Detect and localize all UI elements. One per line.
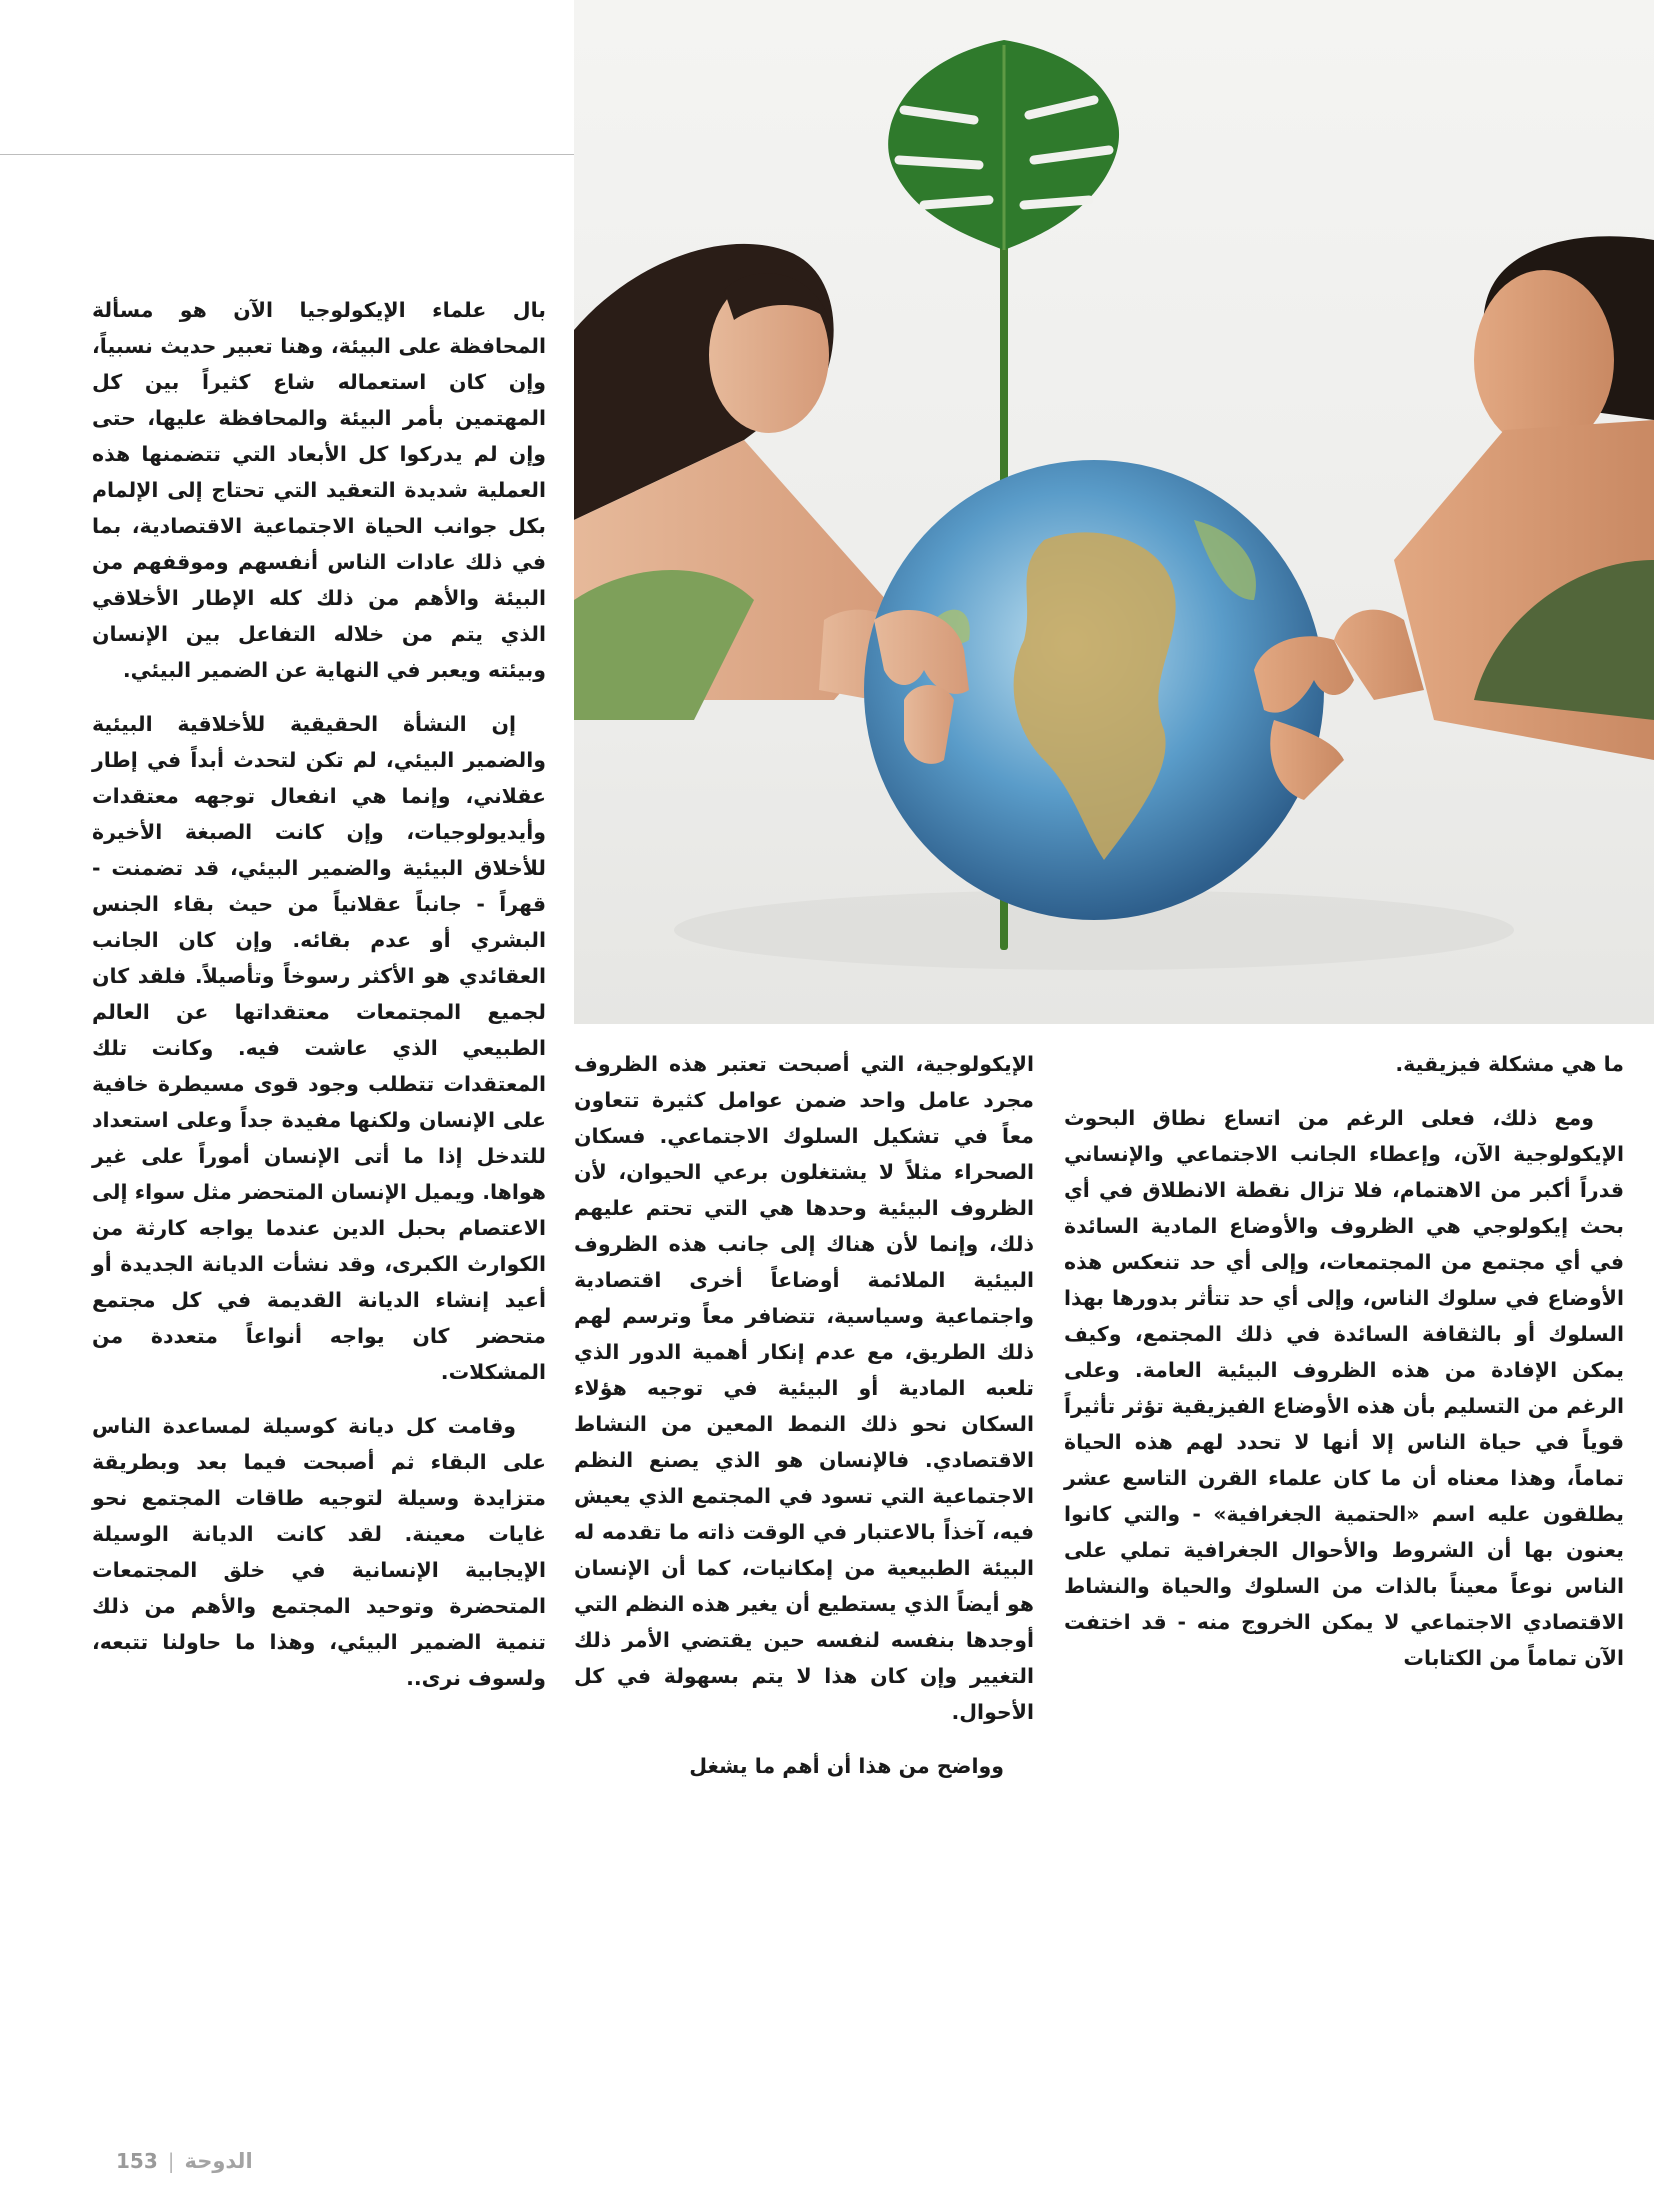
paragraph: إن النشأة الحقيقية للأخلاقية البيئية والضمير البيئي، لم تكن لتحدث أبداً في إطار عقلاني، وإنما هي انفعال توجهه معتقدات وأيديولوجيات، وإن كانت الصبغة الأخيرة للأخلاق البيئية والضمير البيئي، قد تضمنت - قهراً - جانباً عقلانياً من حيث بقاء الجنس البشري أو عدم بقائه. وإن كان الجانب العقائدي هو الأكثر رسوخاً وتأصيلاً. فلقد كان لجميع المجتمعات معتقداتها عن العالم الطبيعي الذي عاشت فيه. وكانت تلك المعتقدات تتطلب وجود قوى مسيطرة خافية على الإنسان ولكنها مفيدة جداً وعلى استعداد للتدخل إذا ما أتى الإنسان أموراً على غير هواها. ويميل الإنسان المتحضر مثل سواء إلى الاعتصام بحبل الدين عندما يواجه كارثة من الكوارث الكبرى، وقد نشأت الديانة الجديدة أو أعيد إنشاء الديانة القديمة في كل مجتمع متحضر كان يواجه أنواعاً متعددة من المشكلات. bbox=[92, 712, 546, 1384]
header-rule bbox=[0, 154, 575, 155]
paragraph: وواضح من هذا أن أهم ما يشغل bbox=[689, 1754, 1004, 1778]
photo-illustration bbox=[574, 0, 1654, 1024]
text-column-middle bbox=[574, 1046, 1034, 1802]
text-column-left bbox=[92, 292, 546, 1714]
page-number: 153 bbox=[116, 2149, 158, 2173]
globe-leaf-photo bbox=[574, 0, 1654, 1024]
text-column-right bbox=[1064, 1046, 1624, 1694]
monstera-leaf bbox=[888, 40, 1119, 250]
man-figure bbox=[1334, 236, 1654, 760]
paragraph: ومع ذلك، فعلى الرغم من اتساع نطاق البحوث الإيكولوجية الآن، وإعطاء الجانب الاجتماعي والإنساني قدراً أكبر من الاهتمام، فلا تزال نقطة الانطلاق في أي بحث إيكولوجي هي الظروف والأوضاع المادية السائدة في أي مجتمع من المجتمعات، وإلى أي حد تنعكس هذه الأوضاع في سلوك الناس، وإلى أي حد تتأثر بدورها بهذا السلوك أو بالثقافة السائدة في ذلك المجتمع، وكيف يمكن الإفادة من هذه الظروف البيئية العامة. وعلى الرغم من التسليم بأن هذه الأوضاع الفيزيقية تؤثر تأثيراً قوياً في حياة الناس إلا أنها لا تحدد لهم هذه الحياة تماماً، وهذا معناه أن ما كان علماء القرن التاسع عشر يطلقون عليه اسم «الحتمية الجغرافية» - والتي كانوا يعنون بها أن الشروط والأحوال الجغرافية تملي على الناس نوعاً معيناً بالذات من السلوك والحياة والنشاط الاقتصادي الاجتماعي لا يمكن الخروج منه - قد اختفت الآن تماماً من الكتابات bbox=[1064, 1106, 1624, 1670]
page-footer bbox=[116, 2146, 253, 2176]
magazine-name: الدوحة bbox=[184, 2149, 253, 2173]
paragraph: ما هي مشكلة فيزيقية. bbox=[1395, 1052, 1624, 1076]
woman-figure bbox=[574, 244, 914, 720]
footer-separator: | bbox=[167, 2149, 175, 2173]
paragraph: وقامت كل ديانة كوسيلة لمساعدة الناس على البقاء ثم أصبحت فيما بعد وبطريقة متزايدة وسيلة لتوجيه طاقات المجتمع نحو غايات معينة. لقد كانت الديانة الوسيلة الإيجابية الإنسانية في خلق المجتمعات المتحضرة وتوحيد المجتمع والأهم من ذلك تنمية الضمير البيئي، وهذا ما حاولنا تتبعه، ولسوف نرى.. bbox=[92, 1414, 546, 1690]
paragraph: الإيكولوجية، التي أصبحت تعتبر هذه الظروف مجرد عامل واحد ضمن عوامل كثيرة تتعاون معاً في تشكيل السلوك الاجتماعي. فسكان الصحراء مثلاً لا يشتغلون برعي الحيوان، لأن الظروف البيئية وحدها هي التي تحتم عليهم ذلك، وإنما لأن هناك إلى جانب هذه الظروف البيئية الملائمة أوضاعاً أخرى اقتصادية واجتماعية وسياسية، تتضافر معاً وترسم لهم ذلك الطريق، مع عدم إنكار أهمية الدور الذي تلعبه المادية أو البيئية في توجيه هؤلاء السكان نحو ذلك النمط المعين من النشاط الاقتصادي. فالإنسان هو الذي يصنع النظم الاجتماعية التي تسود في المجتمع الذي يعيش فيه، آخذاً بالاعتبار في الوقت ذاته ما تقدمه له البيئة الطبيعية من إمكانيات، كما أن الإنسان هو أيضاً الذي يستطيع أن يغير هذه النظم التي أوجدها بنفسه لنفسه حين يقتضي الأمر ذلك التغيير وإن كان هذا لا يتم بسهولة في كل الأحوال. bbox=[574, 1052, 1034, 1724]
paragraph: بال علماء الإيكولوجيا الآن هو مسألة المحافظة على البيئة، وهنا تعبير حديث نسبياً، وإن كان استعماله شاع كثيراً بين كل المهتمين بأمر البيئة والمحافظة عليها، حتى وإن لم يدركوا كل الأبعاد التي تتضمنها هذه العملية شديدة التعقيد التي تحتاج إلى الإلمام بكل جوانب الحياة الاجتماعية الاقتصادية، بما في ذلك عادات الناس أنفسهم وموقفهم من البيئة والأهم من ذلك كله الإطار الأخلاقي الذي يتم من خلاله التفاعل بين الإنسان وبيئته ويعبر في النهاية عن الضمير البيئي. bbox=[92, 298, 546, 682]
